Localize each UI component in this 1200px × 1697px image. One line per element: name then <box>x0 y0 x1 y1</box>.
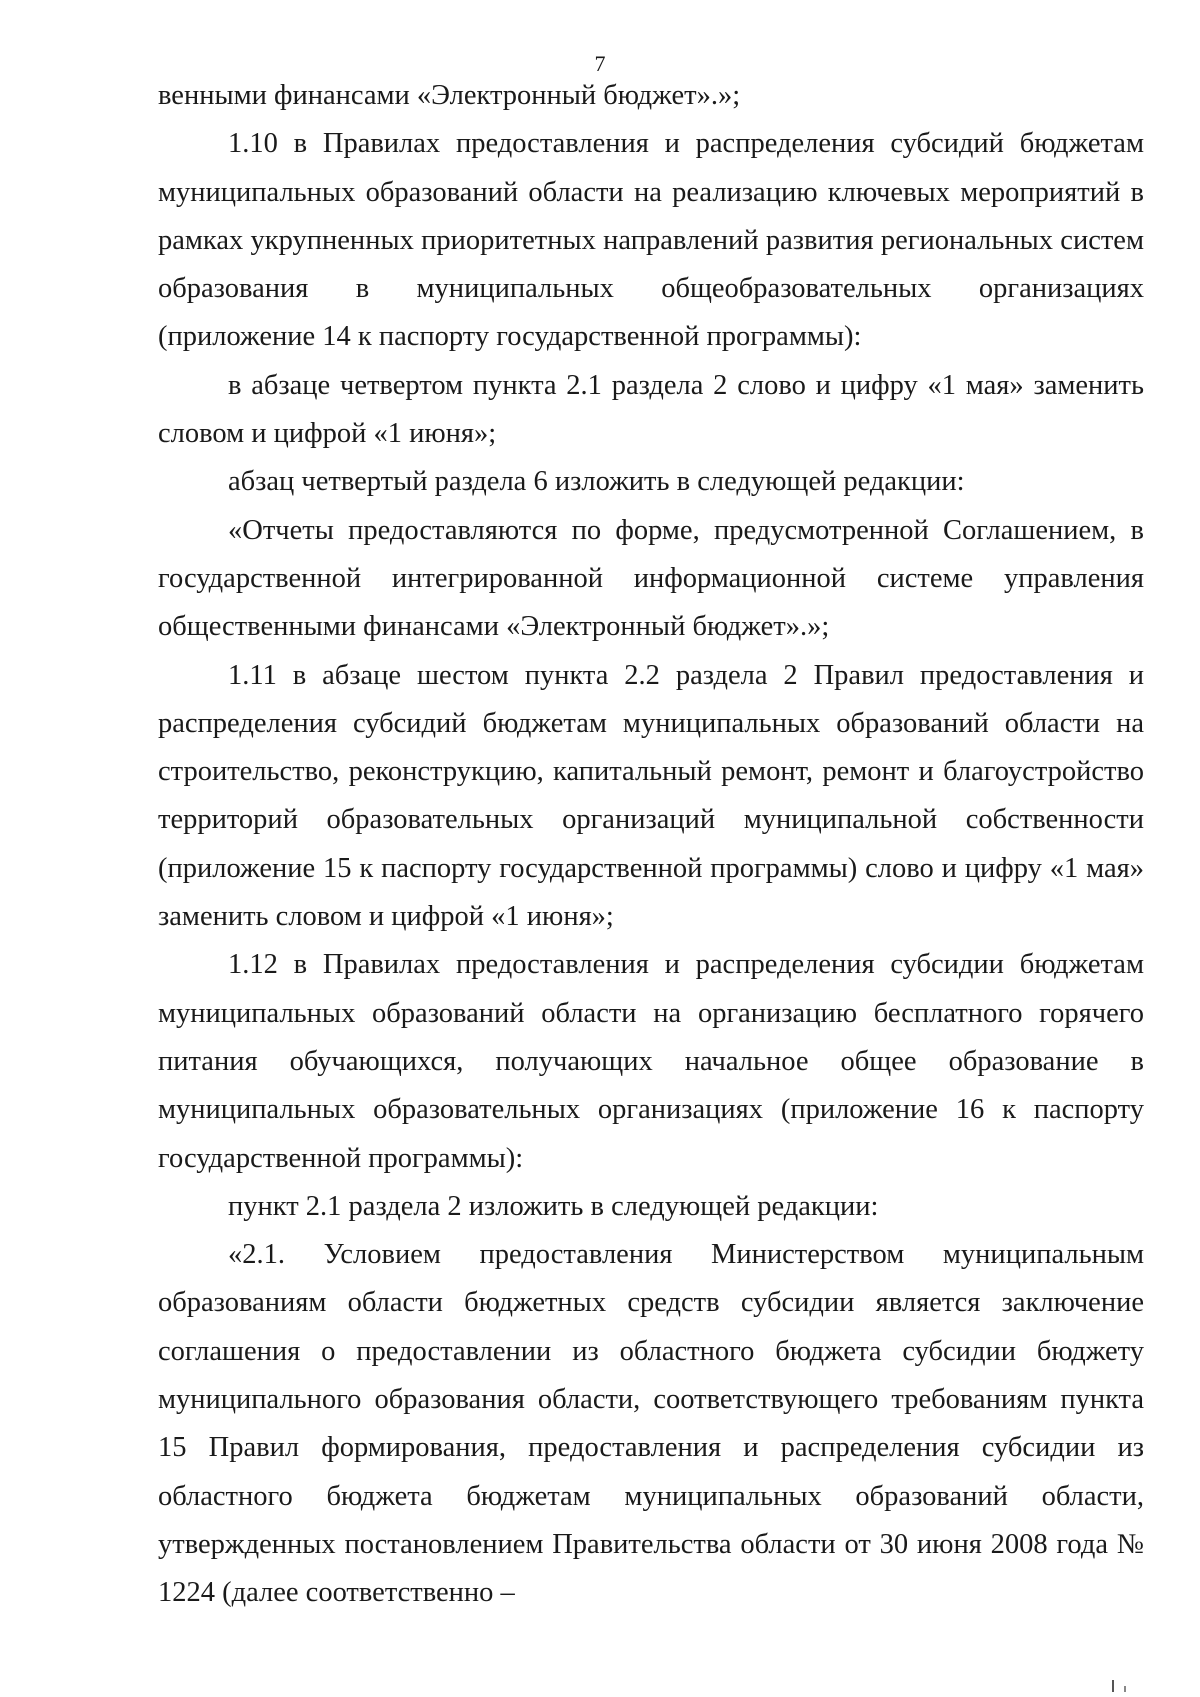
paragraph-continuation: венными финансами «Электронный бюджет».»; <box>158 80 741 111</box>
scan-mark <box>1124 1686 1126 1692</box>
paragraph-condition-quote: «2.1. Условием предоставления Министерством муниципальным образованиям области бюджетных средств субсидии является заключение соглашения о предоставлении из областного бюджета субсидии бюджету муниципального образования области, соответствующего требованиям пункта 15 Правил формирования, предоставления и распределения субсидии из областного бюджета бюджетам муниципальных образований области, утвержденных постановлением Правительства области от 30 июня 2008 года № 1224 (далее соответственно – <box>158 1239 1144 1609</box>
paragraph-item-1-11: 1.11 в абзаце шестом пункта 2.2 раздела 2 Правил предоставления и распределения субсидий бюджетам муниципальных образований области на строительство, реконструкцию, капитальный ремонт, ремонт и благоустройство территорий образовательных организаций муниципальной собственности (приложение 15 к паспорту государственной программы) слово и цифру «1 мая» заменить словом и цифрой «1 июня»; <box>158 659 1144 933</box>
paragraph-item-1-10: 1.10 в Правилах предоставления и распределения субсидий бюджетам муниципальных образований области на реализацию ключевых мероприятий в рамках укрупненных приоритетных направлений развития региональных систем образования в муниципальных общеобразовательных организациях (приложение 14 к паспорту государственной программы): <box>158 128 1144 353</box>
paragraph-reports-quote: «Отчеты предоставляются по форме, предусмотренной Соглашением, в государственной интегрированной информационной системе управления общественными финансами «Электронный бюджет».»; <box>158 514 1144 643</box>
scan-mark <box>1112 1680 1114 1692</box>
paragraph-section-6: абзац четвертый раздела 6 изложить в следующей редакции: <box>228 466 965 498</box>
paragraph-point-2-1: пункт 2.1 раздела 2 изложить в следующей редакции: <box>228 1190 879 1222</box>
paragraph-amend-2-1: в абзаце четвертом пункта 2.1 раздела 2 слово и цифру «1 мая» заменить словом и цифрой «1 июня»; <box>158 369 1144 450</box>
document-body <box>158 72 1144 1618</box>
paragraph-item-1-12: 1.12 в Правилах предоставления и распределения субсидии бюджетам муниципальных образований области на организацию бесплатного горячего питания обучающихся, получающих начальное общее образование в муниципальных образовательных организациях (приложение 16 к паспорту государственной программы): <box>158 949 1144 1174</box>
page-number: 7 <box>594 51 606 76</box>
